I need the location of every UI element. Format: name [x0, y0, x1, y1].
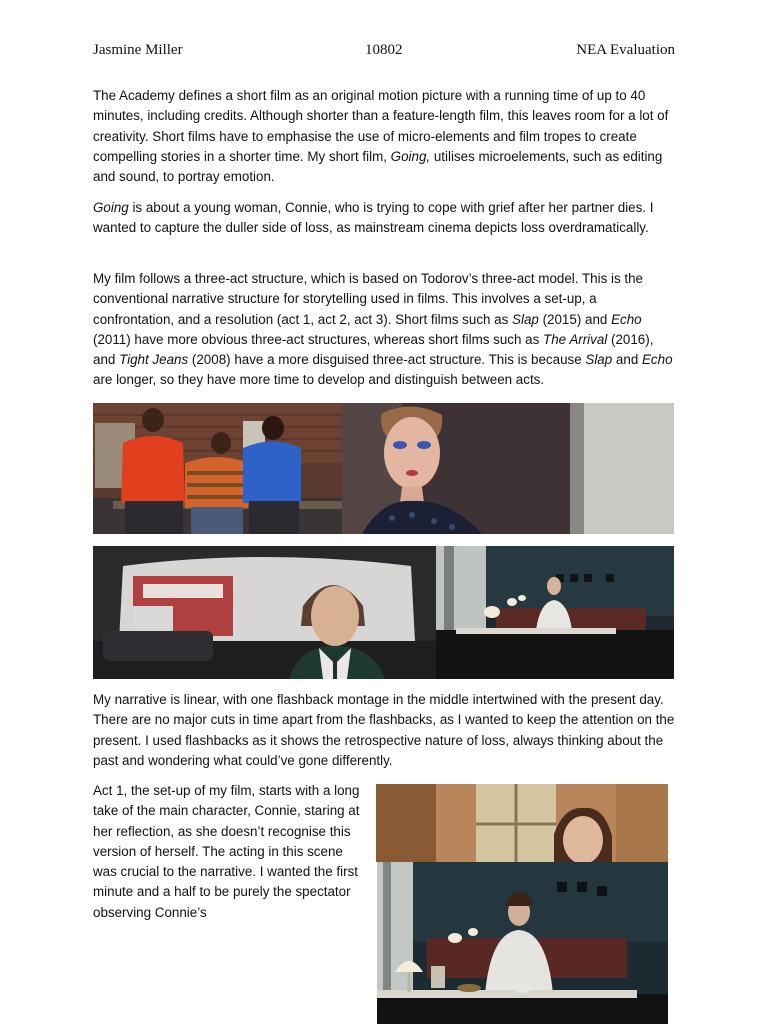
text-run: (2015) and [538, 311, 612, 327]
text-run: (2016), and [93, 331, 654, 368]
woman-blue-eyeshadow-still [342, 403, 674, 534]
text-run: The Academy defines a short film as an original motion picture with a running time of up to 40 minutes, including credits. Although shorter than a feature-length film, this leaves room for a lot of creativity. Short films have to emphasise the use of micro-elements and film tropes to create compelling stories in a shorter time. My short film, [93, 88, 669, 164]
text-run: are longer, so they have more time to develop and distinguish between acts. [93, 372, 545, 388]
text-run: My narrative is linear, with one flashback montage in the middle intertwined with the present day. There are no major cuts in time apart from the flashbacks, as I wanted to keep the attention on the present. I used flashbacks as it shows the retrospective nature of loss, always thinking about the past and wondering what could’ve gone differently. [93, 692, 675, 768]
paragraph-act-one [93, 781, 365, 923]
text-run: (2011) have more obvious three-act structures, whereas short films such as [93, 331, 544, 347]
italic-title-run: Going [93, 200, 129, 215]
paragraph-synopsis [93, 198, 675, 239]
candidate-number: 10802 [365, 42, 403, 58]
connie-window-still [376, 784, 668, 862]
document-title: NEA Evaluation [576, 42, 675, 58]
woman-in-taxi-still [93, 546, 436, 679]
italic-title-run: Slap [512, 311, 539, 327]
text-run: utilises microelements, such as editing and sound, to portray emotion. [93, 148, 663, 185]
italic-title-run: Tight Jeans [119, 352, 189, 368]
paragraph-narrative [93, 690, 675, 771]
author-name: Jasmine Miller [93, 42, 183, 58]
paragraph-intro [93, 86, 675, 187]
text-run: is about a young woman, Connie, who is trying to cope with grief after her partner dies. I wanted to capture the duller side of loss, as mainstream cinema depicts loss overdramatically. [93, 200, 654, 236]
paragraph-structure [93, 269, 675, 391]
text-run: and [612, 352, 642, 368]
text-run: (2008) have a more disguised three-act structure. This is because [188, 352, 586, 368]
italic-title-run: Echo [611, 311, 642, 327]
text-run: Act 1, the set-up of my film, starts with a long take of the main character, Connie, staring at her reflection, as she doesn’t recognise this version of herself. The acting in this scene was crucial to the narrative. I wanted the first minute and a half to be purely the spectator observing Connie’s [93, 783, 360, 920]
italic-title-run: Going, [390, 148, 431, 164]
italic-title-run: Echo [642, 352, 673, 368]
text-run: My film follows a three-act structure, which is based on Todorov’s three-act model. This is the conventional narrative structure for storytelling used in films. This involves a set-up, a confrontation, and a resolution (act 1, act 2, act 3). Short films such as [93, 271, 643, 327]
connie-diner-still [377, 862, 668, 1024]
woman-at-diner-table-still [436, 546, 674, 679]
three-boys-hoodies-still [93, 403, 342, 534]
italic-title-run: Slap [585, 352, 613, 368]
italic-title-run: The Arrival [543, 331, 608, 347]
